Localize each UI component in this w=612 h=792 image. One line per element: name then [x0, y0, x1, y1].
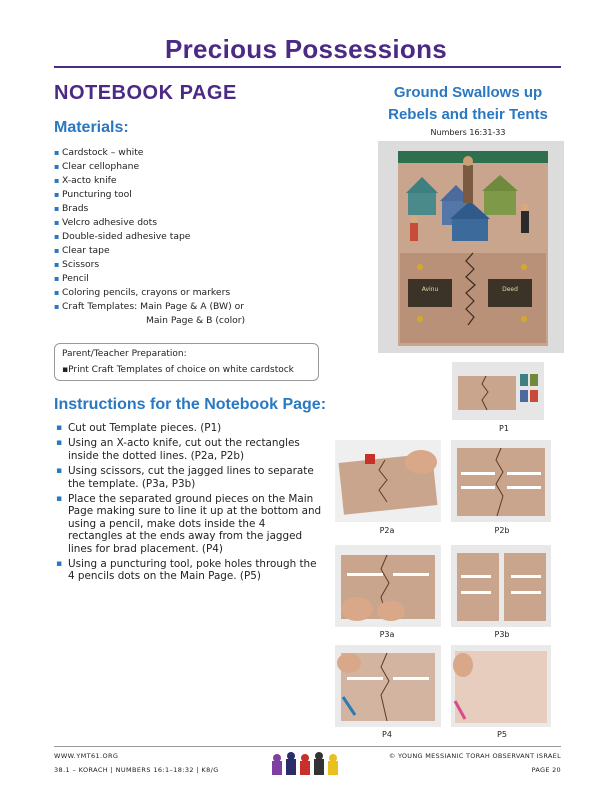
- footer-divider: [54, 746, 561, 747]
- prep-box: [54, 343, 319, 381]
- craft-heading-line1: Ground Swallows up: [393, 84, 543, 101]
- footer-page-number: PAGE 20: [531, 766, 561, 774]
- instructions-list: [54, 422, 322, 586]
- craft-heading-line2: Rebels and their Tents: [388, 106, 548, 123]
- material-item: ▪ Coloring pencils, crayons or markers: [54, 286, 245, 300]
- caption-p2a: P2a: [379, 526, 395, 535]
- prep-heading: Parent/Teacher Preparation:: [62, 349, 187, 359]
- material-item: ▪ Craft Templates: Main Page & A (BW) or: [54, 300, 245, 314]
- notebook-page-title: NOTEBOOK PAGE: [54, 82, 237, 104]
- footer-site: WWW.YMT61.ORG: [54, 752, 119, 760]
- photo-p5: [451, 645, 551, 727]
- scripture-reference: Numbers 16:31-33: [430, 128, 506, 137]
- photo-p2b: [451, 440, 551, 522]
- instructions-heading: Instructions for the Notebook Page:: [54, 396, 327, 413]
- caption-p5: P5: [497, 730, 507, 739]
- material-item: ▪ X-acto knife: [54, 174, 245, 188]
- material-item: ▪ Double-sided adhesive tape: [54, 230, 245, 244]
- craft-label-right: Deed: [502, 286, 518, 293]
- caption-p4: P4: [382, 730, 392, 739]
- footer-copyright: © YOUNG MESSIANIC TORAH OBSERVANT ISRAEL: [388, 752, 561, 760]
- instruction-step: ▪ Using a puncturing tool, poke holes through the 4 pencils dots on the Main Page. (P5): [54, 558, 322, 583]
- photo-p3b: [451, 545, 551, 627]
- instruction-step: ▪ Using scissors, cut the jagged lines to separate the template. (P3a, P3b): [54, 465, 322, 490]
- material-item: Main Page & B (color): [146, 315, 246, 326]
- material-item: ▪ Clear cellophane: [54, 160, 245, 174]
- craft-heading: [370, 82, 566, 126]
- material-item: ▪ Clear tape: [54, 244, 245, 258]
- prep-item: ▪Print Craft Templates of choice on white cardstock: [62, 365, 294, 375]
- caption-p1: P1: [499, 424, 509, 433]
- finished-craft-photo: [378, 141, 564, 353]
- craft-label-left: Avinu: [421, 286, 439, 293]
- material-item: ▪ Velcro adhesive dots: [54, 216, 245, 230]
- material-item: ▪ Cardstock – white: [54, 146, 245, 160]
- footer-logo: [270, 751, 342, 777]
- caption-p3b: P3b: [494, 630, 510, 639]
- caption-p2b: P2b: [494, 526, 510, 535]
- photo-p2a: [335, 440, 441, 522]
- prep-item-text: Print Craft Templates of choice on white cardstock: [68, 365, 294, 375]
- material-item: ▪ Brads: [54, 202, 245, 216]
- material-item: ▪ Puncturing tool: [54, 188, 245, 202]
- photo-p4: [335, 645, 441, 727]
- caption-p3a: P3a: [379, 630, 395, 639]
- instruction-step: ▪ Using an X-acto knife, cut out the rectangles inside the dotted lines. (P2a, P2b): [54, 437, 322, 462]
- material-item: ▪ Scissors: [54, 258, 245, 272]
- photo-p1: [452, 362, 544, 420]
- instruction-step: ▪ Cut out Template pieces. (P1): [54, 422, 322, 434]
- materials-list: [54, 146, 245, 328]
- material-item: ▪ Pencil: [54, 272, 245, 286]
- footer-info: 38.1 – KORACH | NUMBERS 16:1–18:32 | K8/G: [54, 766, 219, 774]
- materials-heading: Materials:: [54, 119, 129, 136]
- instruction-step: ▪ Place the separated ground pieces on the Main Page making sure to line it up at the bottom and using a pencil, make dots inside the 4 rectangles at the ends away from the jagged lines for brad placement. (P4): [54, 493, 322, 555]
- photo-p3a: [335, 545, 441, 627]
- title-divider: [54, 66, 561, 68]
- page-title: Precious Possessions: [164, 34, 448, 64]
